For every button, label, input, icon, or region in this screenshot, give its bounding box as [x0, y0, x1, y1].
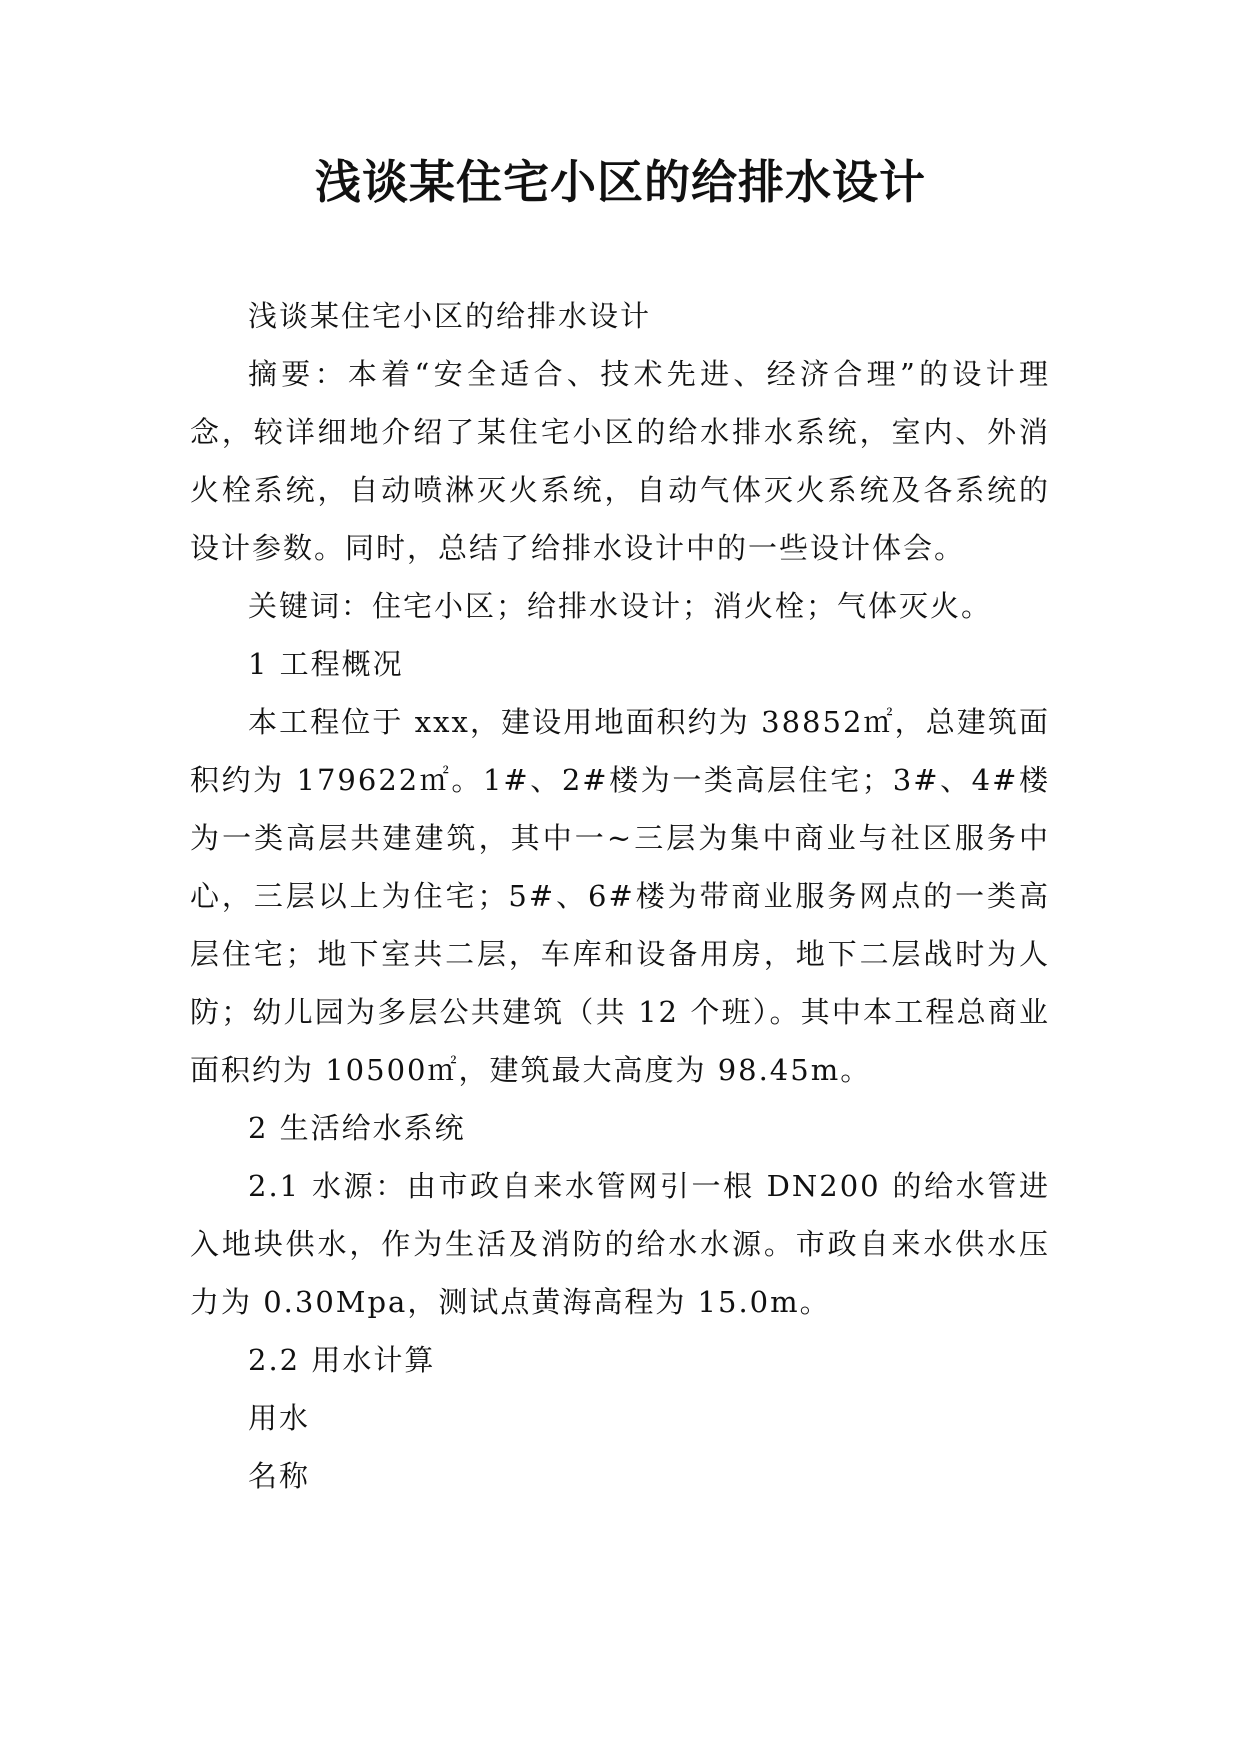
table-fragment-name: 名称 [248, 1459, 311, 1493]
table-fragment-water: 用水 [248, 1401, 311, 1435]
overview-paragraph: 本工程位于 xxx，建设用地面积约为 38852㎡，总建筑面积约为 179622㎡。1#、2#楼为一类高层住宅；3#、4#楼为一类高层共建建筑，其中一~三层为集中商业与社区服务中心，三层以上为住宅；5#、6#楼为带商业服务网点的一类高层住宅；地下室共二层，车库和设备用房，地下二层战时为人防；幼儿园为多层公共建筑（共 12 个班）。其中本工程总商业面积约为 10500㎡，建筑最大高度为 98.45m。 [190, 705, 1050, 1087]
document-body [190, 287, 1050, 1505]
subsection-heading-2-2: 2.2 用水计算 [248, 1343, 436, 1377]
keywords-paragraph: 关键词：住宅小区；给排水设计；消火栓；气体灭火。 [248, 589, 993, 623]
subtitle-paragraph: 浅谈某住宅小区的给排水设计 [248, 299, 652, 333]
water-source-paragraph: 2.1 水源：由市政自来水管网引一根 DN200 的给水管进入地块供水，作为生活及消防的给水水源。市政自来水供水压力为 0.30Mpa，测试点黄海高程为 15.0m。 [190, 1169, 1050, 1319]
document-title: 浅谈某住宅小区的给排水设计 [315, 155, 926, 209]
abstract-paragraph: 摘要：本着“安全适合、技术先进、经济合理”的设计理念，较详细地介绍了某住宅小区的给水排水系统，室内、外消火栓系统，自动喷淋灭火系统，自动气体灭火系统及各系统的设计参数。同时，总结了给排水设计中的一些设计体会。 [190, 357, 1050, 565]
section-heading-2: 2 生活给水系统 [248, 1111, 466, 1145]
section-heading-1: 1 工程概况 [248, 647, 404, 681]
